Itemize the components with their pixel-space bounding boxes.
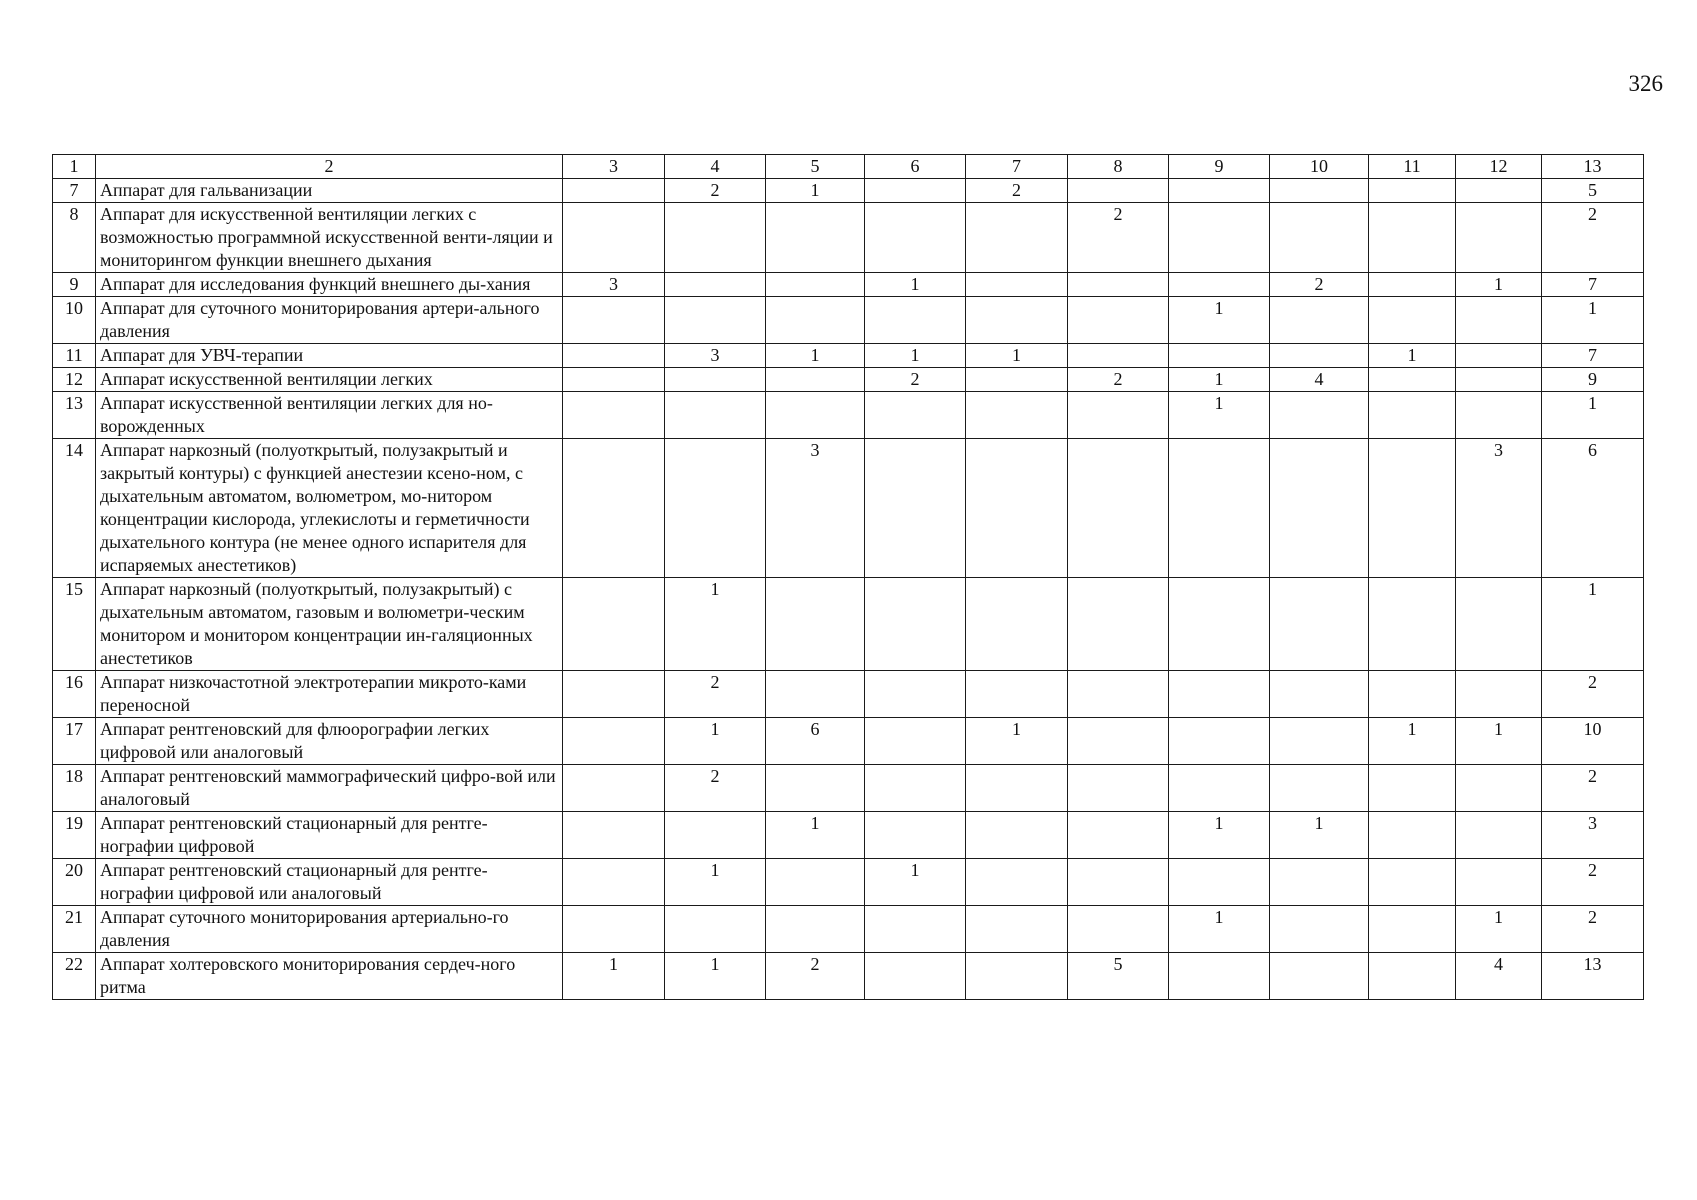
quantity-cell-col-5: 1 [766, 179, 865, 203]
quantity-cell-col-6 [865, 179, 966, 203]
column-number: 7 [966, 155, 1068, 179]
quantity-cell-col-3 [563, 859, 665, 906]
quantity-cell-col-8 [1068, 718, 1169, 765]
quantity-cell-col-11: 1 [1369, 718, 1456, 765]
quantity-cell-col-6 [865, 953, 966, 1000]
quantity-cell-col-5: 1 [766, 344, 865, 368]
quantity-cell-col-11 [1369, 859, 1456, 906]
quantity-cell-col-11 [1369, 953, 1456, 1000]
quantity-cell-col-13: 1 [1542, 392, 1644, 439]
quantity-cell-col-7 [966, 203, 1068, 273]
quantity-cell-col-7 [966, 765, 1068, 812]
quantity-cell-col-9 [1169, 953, 1270, 1000]
quantity-cell-col-9: 1 [1169, 906, 1270, 953]
quantity-cell-col-3 [563, 812, 665, 859]
quantity-cell-col-13: 1 [1542, 578, 1644, 671]
quantity-cell-col-7 [966, 392, 1068, 439]
quantity-cell-col-9: 1 [1169, 368, 1270, 392]
quantity-cell-col-11 [1369, 671, 1456, 718]
quantity-cell-col-12 [1456, 297, 1542, 344]
quantity-cell-col-9 [1169, 859, 1270, 906]
quantity-cell-col-5 [766, 392, 865, 439]
quantity-cell-col-12: 1 [1456, 273, 1542, 297]
quantity-cell-col-8 [1068, 344, 1169, 368]
quantity-cell-col-4 [665, 273, 766, 297]
quantity-cell-col-7 [966, 273, 1068, 297]
quantity-cell-col-12: 4 [1456, 953, 1542, 1000]
quantity-cell-col-4 [665, 812, 766, 859]
quantity-cell-col-13: 2 [1542, 859, 1644, 906]
quantity-cell-col-8: 5 [1068, 953, 1169, 1000]
quantity-cell-col-10 [1270, 179, 1369, 203]
table-row [53, 297, 1644, 344]
table-row [53, 392, 1644, 439]
column-number: 10 [1270, 155, 1369, 179]
quantity-cell-col-11 [1369, 297, 1456, 344]
quantity-cell-col-10: 2 [1270, 273, 1369, 297]
column-number: 12 [1456, 155, 1542, 179]
quantity-cell-col-13: 1 [1542, 297, 1644, 344]
quantity-cell-col-7 [966, 906, 1068, 953]
row-number-cell: 9 [53, 273, 96, 297]
quantity-cell-col-3 [563, 368, 665, 392]
table-row [53, 203, 1644, 273]
quantity-cell-col-8: 2 [1068, 203, 1169, 273]
quantity-cell-col-9 [1169, 718, 1270, 765]
quantity-cell-col-7 [966, 953, 1068, 1000]
table-row [53, 765, 1644, 812]
quantity-cell-col-10 [1270, 203, 1369, 273]
quantity-cell-col-9 [1169, 179, 1270, 203]
quantity-cell-col-12 [1456, 671, 1542, 718]
quantity-cell-col-12 [1456, 578, 1542, 671]
quantity-cell-col-5 [766, 859, 865, 906]
equipment-name-cell: Аппарат суточного мониторирования артериально-го давления [96, 906, 563, 953]
quantity-cell-col-10: 1 [1270, 812, 1369, 859]
quantity-cell-col-11 [1369, 368, 1456, 392]
quantity-cell-col-11 [1369, 439, 1456, 578]
quantity-cell-col-13: 2 [1542, 671, 1644, 718]
equipment-name-cell: Аппарат для искусственной вентиляции легких с возможностью программной искусственной венти-ляции и мониторингом функции внешнего дыхания [96, 203, 563, 273]
quantity-cell-col-12: 3 [1456, 439, 1542, 578]
quantity-cell-col-6: 1 [865, 273, 966, 297]
quantity-cell-col-9 [1169, 671, 1270, 718]
quantity-cell-col-5 [766, 203, 865, 273]
column-number: 2 [96, 155, 563, 179]
column-number: 9 [1169, 155, 1270, 179]
quantity-cell-col-3 [563, 671, 665, 718]
quantity-cell-col-4 [665, 906, 766, 953]
quantity-cell-col-11: 1 [1369, 344, 1456, 368]
quantity-cell-col-9 [1169, 203, 1270, 273]
quantity-cell-col-12 [1456, 765, 1542, 812]
equipment-name-cell: Аппарат рентгеновский стационарный для рентге-нографии цифровой [96, 812, 563, 859]
equipment-name-cell: Аппарат искусственной вентиляции легких [96, 368, 563, 392]
quantity-cell-col-13: 6 [1542, 439, 1644, 578]
quantity-cell-col-8 [1068, 392, 1169, 439]
column-number: 8 [1068, 155, 1169, 179]
quantity-cell-col-12: 1 [1456, 718, 1542, 765]
quantity-cell-col-3 [563, 906, 665, 953]
row-number-cell: 15 [53, 578, 96, 671]
quantity-cell-col-6: 1 [865, 859, 966, 906]
quantity-cell-col-6 [865, 906, 966, 953]
quantity-cell-col-5: 3 [766, 439, 865, 578]
column-number: 11 [1369, 155, 1456, 179]
equipment-name-cell: Аппарат для гальванизации [96, 179, 563, 203]
quantity-cell-col-10 [1270, 859, 1369, 906]
table-row [53, 344, 1644, 368]
quantity-cell-col-5 [766, 671, 865, 718]
quantity-cell-col-9 [1169, 765, 1270, 812]
equipment-name-cell: Аппарат для УВЧ-терапии [96, 344, 563, 368]
table-row [53, 368, 1644, 392]
row-number-cell: 11 [53, 344, 96, 368]
quantity-cell-col-4 [665, 392, 766, 439]
quantity-cell-col-10 [1270, 906, 1369, 953]
quantity-cell-col-13: 9 [1542, 368, 1644, 392]
quantity-cell-col-7: 1 [966, 718, 1068, 765]
quantity-cell-col-7: 2 [966, 179, 1068, 203]
row-number-cell: 10 [53, 297, 96, 344]
quantity-cell-col-8 [1068, 297, 1169, 344]
quantity-cell-col-8 [1068, 765, 1169, 812]
quantity-cell-col-4: 2 [665, 179, 766, 203]
quantity-cell-col-12 [1456, 179, 1542, 203]
equipment-name-cell: Аппарат холтеровского мониторирования сердеч-ного ритма [96, 953, 563, 1000]
quantity-cell-col-10 [1270, 297, 1369, 344]
quantity-cell-col-11 [1369, 392, 1456, 439]
quantity-cell-col-7 [966, 297, 1068, 344]
row-number-cell: 13 [53, 392, 96, 439]
quantity-cell-col-5 [766, 578, 865, 671]
row-number-cell: 20 [53, 859, 96, 906]
quantity-cell-col-11 [1369, 812, 1456, 859]
equipment-name-cell: Аппарат наркозный (полуоткрытый, полузакрытый и закрытый контуры) с функцией анестезии ксено-ном, с дыхательным автоматом, волюметром, мо-нитором концентрации кислорода, углекислоты и герметичности дыхательного контура (не менее одного испарителя для испаряемых анестетиков) [96, 439, 563, 578]
quantity-cell-col-3: 1 [563, 953, 665, 1000]
row-number-cell: 19 [53, 812, 96, 859]
table-row [53, 906, 1644, 953]
quantity-cell-col-12 [1456, 812, 1542, 859]
quantity-cell-col-3 [563, 179, 665, 203]
page-number: 326 [1628, 71, 1663, 96]
quantity-cell-col-3 [563, 578, 665, 671]
quantity-cell-col-3 [563, 392, 665, 439]
equipment-name-cell: Аппарат искусственной вентиляции легких для но-ворожденных [96, 392, 563, 439]
quantity-cell-col-8 [1068, 859, 1169, 906]
quantity-cell-col-5 [766, 273, 865, 297]
equipment-name-cell: Аппарат для суточного мониторирования артери-ального давления [96, 297, 563, 344]
quantity-cell-col-8 [1068, 179, 1169, 203]
quantity-cell-col-12 [1456, 392, 1542, 439]
column-number: 5 [766, 155, 865, 179]
quantity-cell-col-5: 1 [766, 812, 865, 859]
quantity-cell-col-13: 2 [1542, 203, 1644, 273]
quantity-cell-col-11 [1369, 578, 1456, 671]
quantity-cell-col-11 [1369, 906, 1456, 953]
quantity-cell-col-4: 1 [665, 718, 766, 765]
quantity-cell-col-13: 7 [1542, 344, 1644, 368]
quantity-cell-col-4 [665, 368, 766, 392]
quantity-cell-col-3 [563, 765, 665, 812]
quantity-cell-col-12: 1 [1456, 906, 1542, 953]
quantity-cell-col-5 [766, 368, 865, 392]
quantity-cell-col-11 [1369, 273, 1456, 297]
quantity-cell-col-5: 2 [766, 953, 865, 1000]
equipment-name-cell: Аппарат для исследования функций внешнего ды-хания [96, 273, 563, 297]
table-row [53, 671, 1644, 718]
quantity-cell-col-4: 1 [665, 578, 766, 671]
quantity-cell-col-3 [563, 344, 665, 368]
quantity-cell-col-9 [1169, 273, 1270, 297]
quantity-cell-col-10 [1270, 578, 1369, 671]
table-row [53, 718, 1644, 765]
row-number-cell: 21 [53, 906, 96, 953]
quantity-cell-col-6 [865, 718, 966, 765]
table-row [53, 179, 1644, 203]
quantity-cell-col-3: 3 [563, 273, 665, 297]
quantity-cell-col-12 [1456, 859, 1542, 906]
table-row [53, 859, 1644, 906]
quantity-cell-col-7 [966, 671, 1068, 718]
quantity-cell-col-4 [665, 439, 766, 578]
row-number-cell: 17 [53, 718, 96, 765]
equipment-name-cell: Аппарат рентгеновский маммографический цифро-вой или аналоговый [96, 765, 563, 812]
quantity-cell-col-13: 10 [1542, 718, 1644, 765]
quantity-cell-col-5 [766, 297, 865, 344]
row-number-cell: 8 [53, 203, 96, 273]
quantity-cell-col-5 [766, 906, 865, 953]
quantity-cell-col-3 [563, 203, 665, 273]
equipment-name-cell: Аппарат рентгеновский стационарный для рентге-нографии цифровой или аналоговый [96, 859, 563, 906]
row-number-cell: 12 [53, 368, 96, 392]
quantity-cell-col-6 [865, 203, 966, 273]
quantity-cell-col-10 [1270, 718, 1369, 765]
quantity-cell-col-6: 2 [865, 368, 966, 392]
row-number-cell: 18 [53, 765, 96, 812]
quantity-cell-col-8 [1068, 439, 1169, 578]
quantity-cell-col-13: 2 [1542, 906, 1644, 953]
quantity-cell-col-7 [966, 812, 1068, 859]
quantity-cell-col-8 [1068, 671, 1169, 718]
quantity-cell-col-6 [865, 812, 966, 859]
column-number: 13 [1542, 155, 1644, 179]
row-number-cell: 14 [53, 439, 96, 578]
quantity-cell-col-7: 1 [966, 344, 1068, 368]
quantity-cell-col-12 [1456, 368, 1542, 392]
quantity-cell-col-6 [865, 392, 966, 439]
quantity-cell-col-9 [1169, 439, 1270, 578]
table-body [53, 179, 1644, 1000]
quantity-cell-col-11 [1369, 203, 1456, 273]
row-number-cell: 16 [53, 671, 96, 718]
quantity-cell-col-3 [563, 439, 665, 578]
quantity-cell-col-13: 13 [1542, 953, 1644, 1000]
column-number: 1 [53, 155, 96, 179]
quantity-cell-col-8: 2 [1068, 368, 1169, 392]
table-row [53, 953, 1644, 1000]
quantity-cell-col-7 [966, 578, 1068, 671]
quantity-cell-col-5 [766, 765, 865, 812]
quantity-cell-col-4: 1 [665, 859, 766, 906]
equipment-name-cell: Аппарат наркозный (полуоткрытый, полузакрытый) с дыхательным автоматом, газовым и волюметри-ческим монитором и монитором концентрации ин-галяционных анестетиков [96, 578, 563, 671]
row-number-cell: 22 [53, 953, 96, 1000]
quantity-cell-col-8 [1068, 906, 1169, 953]
table-row [53, 273, 1644, 297]
quantity-cell-col-3 [563, 297, 665, 344]
quantity-cell-col-13: 3 [1542, 812, 1644, 859]
quantity-cell-col-4 [665, 297, 766, 344]
quantity-cell-col-6 [865, 671, 966, 718]
row-number-cell: 7 [53, 179, 96, 203]
quantity-cell-col-5: 6 [766, 718, 865, 765]
quantity-cell-col-4: 1 [665, 953, 766, 1000]
quantity-cell-col-6 [865, 578, 966, 671]
quantity-cell-col-4: 2 [665, 765, 766, 812]
quantity-cell-col-9 [1169, 578, 1270, 671]
quantity-cell-col-13: 7 [1542, 273, 1644, 297]
quantity-cell-col-10 [1270, 953, 1369, 1000]
column-number: 3 [563, 155, 665, 179]
quantity-cell-col-4: 3 [665, 344, 766, 368]
quantity-cell-col-4: 2 [665, 671, 766, 718]
quantity-cell-col-6 [865, 297, 966, 344]
column-number: 4 [665, 155, 766, 179]
column-number: 6 [865, 155, 966, 179]
table-row [53, 578, 1644, 671]
equipment-name-cell: Аппарат рентгеновский для флюорографии легких цифровой или аналоговый [96, 718, 563, 765]
quantity-cell-col-9: 1 [1169, 297, 1270, 344]
quantity-cell-col-11 [1369, 179, 1456, 203]
quantity-cell-col-13: 2 [1542, 765, 1644, 812]
quantity-cell-col-6: 1 [865, 344, 966, 368]
equipment-table [52, 154, 1644, 1000]
quantity-cell-col-8 [1068, 578, 1169, 671]
quantity-cell-col-6 [865, 439, 966, 578]
quantity-cell-col-10 [1270, 344, 1369, 368]
quantity-cell-col-11 [1369, 765, 1456, 812]
quantity-cell-col-10 [1270, 765, 1369, 812]
equipment-name-cell: Аппарат низкочастотной электротерапии микрото-ками переносной [96, 671, 563, 718]
quantity-cell-col-9 [1169, 344, 1270, 368]
quantity-cell-col-9: 1 [1169, 812, 1270, 859]
quantity-cell-col-3 [563, 718, 665, 765]
quantity-cell-col-12 [1456, 203, 1542, 273]
quantity-cell-col-8 [1068, 812, 1169, 859]
quantity-cell-col-8 [1068, 273, 1169, 297]
quantity-cell-col-10 [1270, 439, 1369, 578]
column-number-row [53, 155, 1644, 179]
quantity-cell-col-13: 5 [1542, 179, 1644, 203]
quantity-cell-col-10: 4 [1270, 368, 1369, 392]
quantity-cell-col-7 [966, 439, 1068, 578]
quantity-cell-col-7 [966, 368, 1068, 392]
quantity-cell-col-10 [1270, 671, 1369, 718]
quantity-cell-col-7 [966, 859, 1068, 906]
quantity-cell-col-6 [865, 765, 966, 812]
quantity-cell-col-4 [665, 203, 766, 273]
table-row [53, 812, 1644, 859]
quantity-cell-col-12 [1456, 344, 1542, 368]
quantity-cell-col-9: 1 [1169, 392, 1270, 439]
table-row [53, 439, 1644, 578]
quantity-cell-col-10 [1270, 392, 1369, 439]
